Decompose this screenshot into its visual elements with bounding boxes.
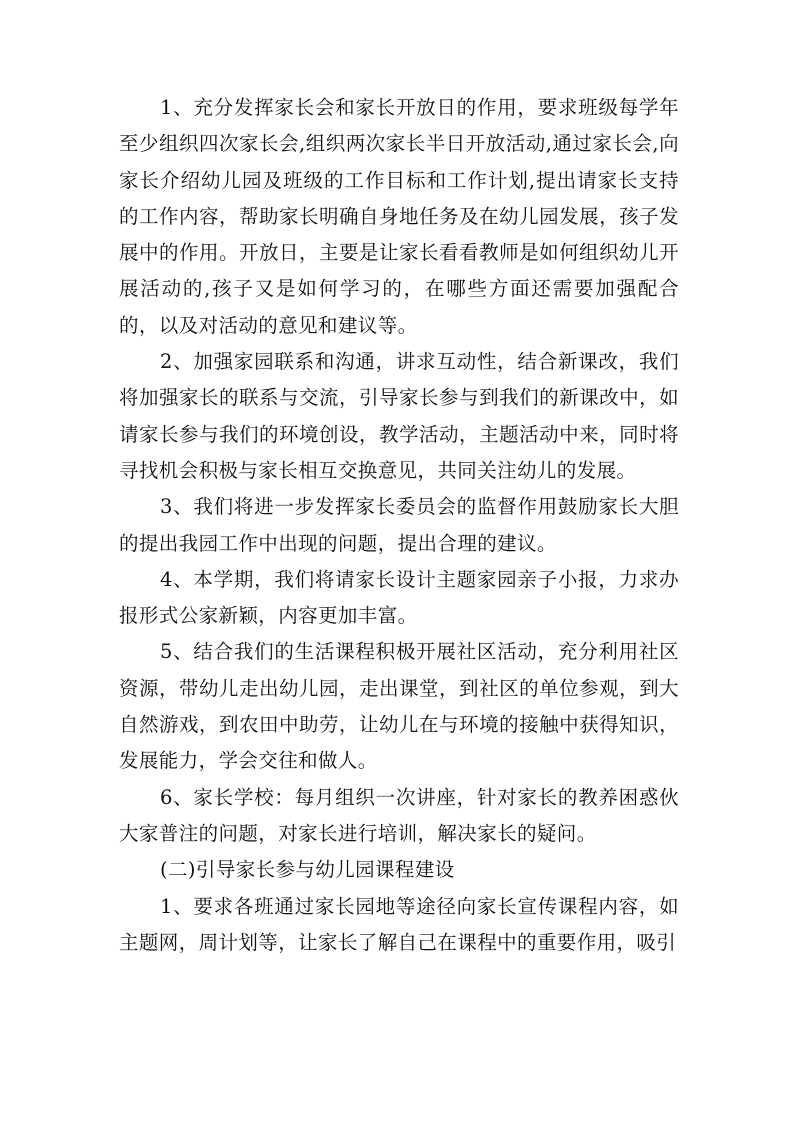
section-heading-curriculum: (二)引导家长参与幼儿园课程建设 [160,858,455,882]
document-page [119,90,679,961]
paragraph-parent-meetings: 1、充分发挥家长会和家长开放日的作用，要求班级每学年至少组织四次家长会,组织两次家长半日开放活动,通过家长会,向家长介绍幼儿园及班级的工作目标和工作计划,提出请家长支持的工作内容，帮助家长明确自身地任务及在幼儿园发展，孩子发展中的作用。开放日，主要是让家长看看教师是如何组织幼儿开展活动的,孩子又是如何学习的，在哪些方面还需要加强配合的，以及对活动的意见和建议等。 [119,96,679,337]
paragraph-community-activities: 5、结合我们的生活课程积极开展社区活动，充分利用社区资源，带幼儿走出幼儿园，走出课堂，到社区的单位参观，到大自然游戏，到农田中助劳，让幼儿在与环境的接触中获得知识，发展能力，学会交往和做人。 [119,640,679,773]
paragraph-home-school-communication: 2、加强家园联系和沟通，讲求互动性，结合新课改，我们将加强家长的联系与交流，引导家长参与到我们的新课改中，如请家长参与我们的环境创设，教学活动，主题活动中来，同时将寻找机会积极与家长相互交换意见，共同关注幼儿的发展。 [119,350,679,482]
paragraph-curriculum-promotion: 1、要求各班通过家长园地等途径向家长宣传课程内容，如主题网，周计划等，让家长了解自己在课程中的重要作用，吸引 [119,894,679,954]
paragraph-parent-committee: 3、我们将进一步发挥家长委员会的监督作用鼓励家长大胆的提出我园工作中出现的问题，提出合理的建议。 [119,495,679,555]
paragraph-parent-child-newspaper: 4、本学期，我们将请家长设计主题家园亲子小报，力求办报形式公家新颖，内容更加丰富。 [119,567,679,628]
paragraph-parent-school: 6、家长学校：每月组织一次讲座，针对家长的教养困惑伙大家普注的问题，对家长进行培训，解决家长的疑问。 [119,785,679,845]
